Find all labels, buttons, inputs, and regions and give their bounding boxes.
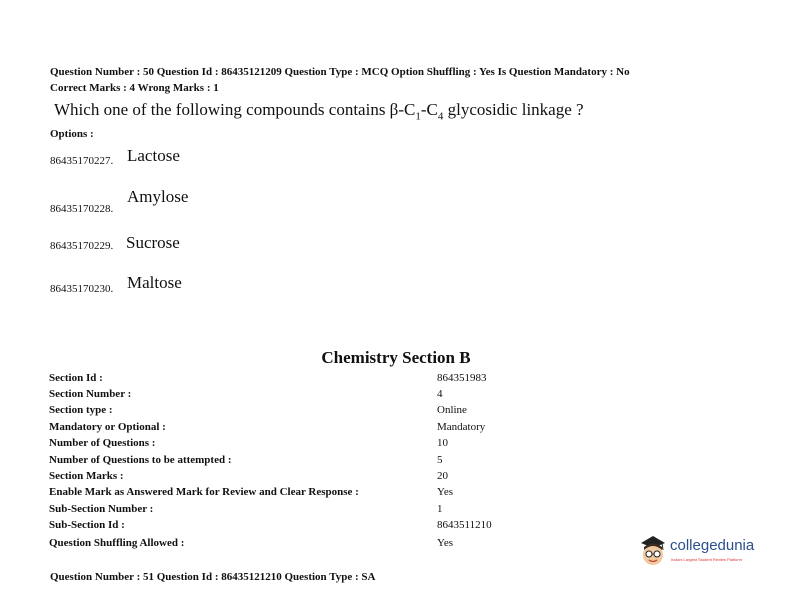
- section-row-label: Section Number :: [49, 388, 132, 400]
- option-text-3: Sucrose: [126, 233, 180, 252]
- brand-name: collegedunia: [670, 537, 755, 554]
- section-row-label: Enable Mark as Answered Mark for Review and Clear Response :: [49, 486, 359, 498]
- option-id-3: 86435170229.: [50, 240, 114, 252]
- section-row-label: Question Shuffling Allowed :: [49, 537, 185, 549]
- section-row-label: Section Marks :: [49, 470, 124, 482]
- next-question-header: Question Number : 51 Question Id : 86435121210 Question Type : SA: [50, 571, 376, 583]
- option-text-4: Maltose: [127, 273, 182, 292]
- section-row-value: Online: [437, 404, 467, 416]
- section-row-value: 1: [437, 503, 443, 515]
- brand-tagline: India's Largest Student Review Platform: [671, 557, 743, 562]
- section-row-value: 20: [437, 470, 448, 482]
- question-header: Question Number : 50 Question Id : 86435121209 Question Type : MCQ Option Shuffling : Yes Is Question Mandatory : No: [50, 66, 630, 78]
- subscript-4: 4: [437, 110, 444, 123]
- section-row-label: Mandatory or Optional :: [49, 421, 166, 433]
- option-id-2: 86435170228.: [50, 203, 114, 215]
- mascot-icon: [638, 534, 668, 568]
- options-label: Options :: [50, 128, 94, 140]
- option-text-1: Lactose: [127, 146, 180, 165]
- option-id-4: 86435170230.: [50, 283, 114, 295]
- section-row-value: 4: [437, 388, 443, 400]
- section-row-value: 5: [437, 454, 443, 466]
- section-row-value: 10: [437, 437, 448, 449]
- section-row-value: 8643511210: [437, 519, 492, 531]
- subscript-1: 1: [415, 110, 421, 123]
- section-row-label: Number of Questions to be attempted :: [49, 454, 232, 466]
- option-text-2: Amylose: [127, 187, 189, 206]
- section-row-value: Yes: [437, 486, 454, 498]
- section-row-label: Section Id :: [49, 372, 103, 384]
- marks-line: Correct Marks : 4 Wrong Marks : 1: [50, 82, 219, 94]
- option-id-1: 86435170227.: [50, 155, 114, 167]
- section-title: Chemistry Section B: [321, 348, 471, 367]
- section-row-value: Yes: [437, 537, 454, 549]
- section-row-label: Number of Questions :: [49, 437, 156, 449]
- section-row-value: Mandatory: [437, 421, 486, 433]
- section-row-label: Sub-Section Number :: [49, 503, 154, 515]
- section-row-label: Section type :: [49, 404, 113, 416]
- question-text-end: glycosidic linkage ?: [443, 100, 584, 119]
- section-row-value: 864351983: [437, 372, 487, 384]
- question-text-start: Which one of the following compounds contains β-C: [54, 100, 416, 119]
- collegedunia-logo: [638, 532, 768, 572]
- section-row-label: Sub-Section Id :: [49, 519, 125, 531]
- question-text: [54, 100, 584, 122]
- question-text-mid: -C: [420, 100, 438, 119]
